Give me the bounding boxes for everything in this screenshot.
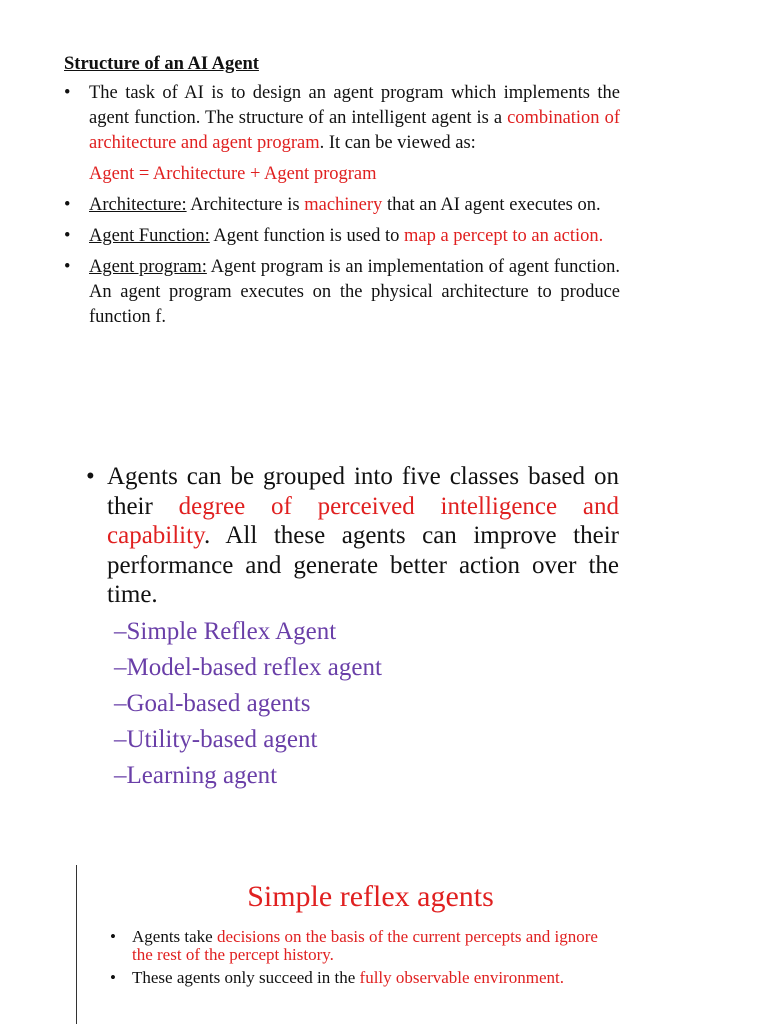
- text: that an AI agent executes on.: [382, 195, 601, 215]
- section-agent-classes: [86, 462, 619, 794]
- text: Architecture is: [186, 195, 305, 215]
- bullet-icon: •: [86, 463, 95, 490]
- text: These agents only succeed in the: [132, 968, 360, 987]
- list-item: –Learning agent: [114, 761, 278, 789]
- list-item: –Goal-based agents: [114, 689, 311, 717]
- bullet-architecture: [64, 193, 620, 218]
- section-structure: [64, 52, 620, 336]
- term-label: Agent Function:: [89, 226, 210, 246]
- text: Agents take: [132, 927, 217, 946]
- highlight-text: fully observable environment.: [359, 968, 564, 987]
- formula: Agent = Architecture + Agent program: [89, 164, 377, 184]
- list-item: –Utility-based agent: [114, 725, 318, 753]
- bullet-agent-program: [64, 255, 620, 330]
- list-item: –Model-based reflex agent: [114, 653, 382, 681]
- list-item: –Simple Reflex Agent: [114, 617, 337, 645]
- text: Agents can be grouped into five classes based on their: [107, 463, 619, 520]
- section-title: Structure of an AI Agent: [64, 54, 259, 74]
- bullet-task: [64, 81, 620, 187]
- term-label: Architecture:: [89, 195, 187, 215]
- highlight-text: machinery: [304, 195, 383, 215]
- bullet-icon: •: [64, 257, 71, 277]
- highlight-text: decisions on the basis of the current percepts and ignore the rest of the percept history.: [132, 927, 598, 964]
- bullet-icon: •: [110, 968, 116, 987]
- text: Agent program is an implementation of agent function. An agent program executes on the physical architecture to produce function f.: [89, 257, 620, 327]
- highlight-text: map a percept to an action.: [404, 226, 604, 246]
- section-simple-reflex: [110, 880, 621, 992]
- bullet-agent-function: [64, 224, 620, 249]
- slide-border: [76, 865, 77, 1024]
- text: Agent function is used to: [209, 226, 404, 246]
- highlight-text: degree of perceived intelligence and capability: [107, 492, 619, 549]
- text: . It can be viewed as:: [319, 133, 476, 153]
- bullet-observable: [110, 969, 621, 987]
- bullet-icon: •: [64, 195, 71, 215]
- bullet-icon: •: [64, 226, 71, 246]
- bullet-icon: •: [64, 83, 71, 103]
- slide-heading: Simple reflex agents: [247, 880, 494, 913]
- bullet-decisions: [110, 928, 621, 964]
- agent-types-list: [86, 614, 619, 794]
- bullet-icon: •: [110, 927, 116, 946]
- bullet-classes: [86, 462, 619, 610]
- text: . All these agents can improve their performance and generate better action over the time.: [107, 522, 619, 608]
- highlight-text: combination of architecture and agent program: [89, 108, 620, 153]
- term-label: Agent program:: [89, 257, 207, 277]
- text: The task of AI is to design an agent program which implements the agent function. The structure of an intelligent agent is a: [89, 83, 620, 128]
